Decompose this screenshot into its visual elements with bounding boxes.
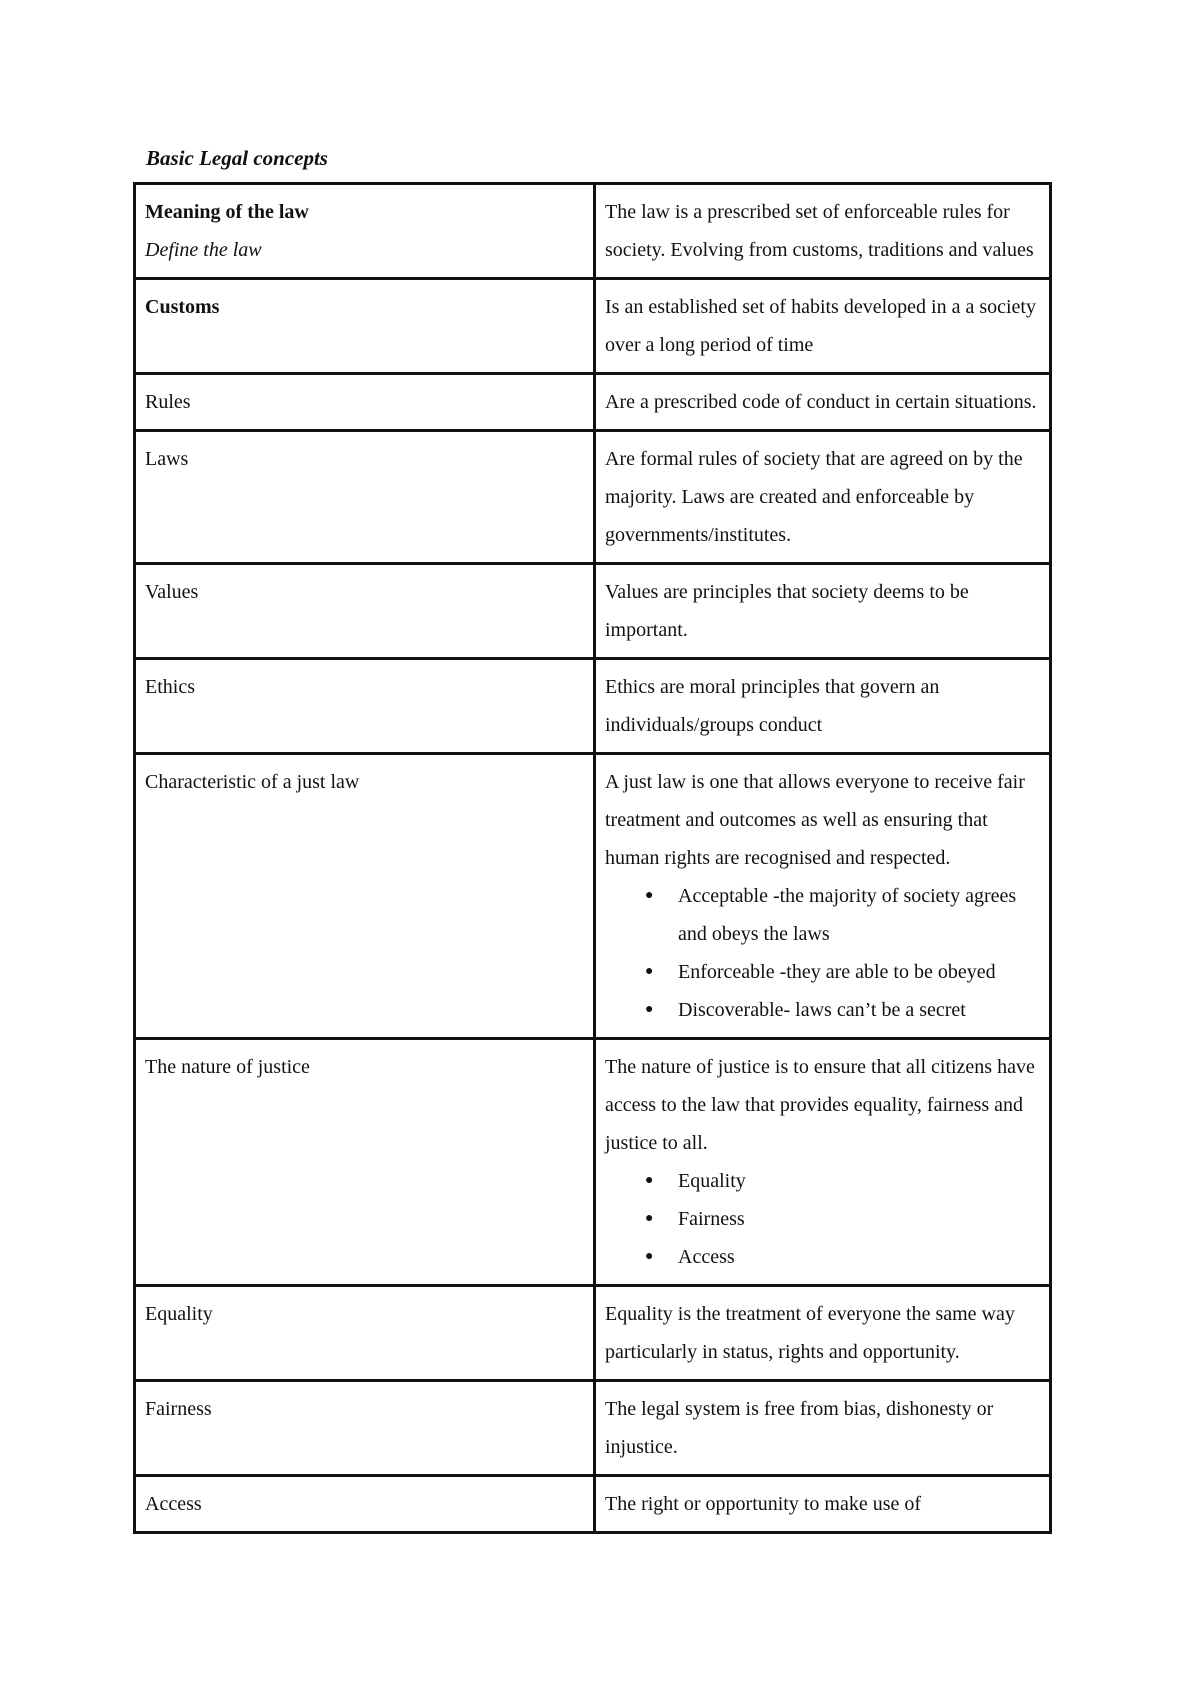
- term-label: Access: [145, 1493, 202, 1515]
- term-cell: [135, 1476, 595, 1533]
- table-row: [135, 564, 1051, 659]
- table-body: [135, 184, 1051, 1533]
- definition-text: The nature of justice is to ensure that all citizens have access to the law that provides equality, fairness and justice to all.: [605, 1056, 1035, 1154]
- term-label: Customs: [145, 296, 220, 318]
- bullet-icon: ●: [645, 1002, 654, 1017]
- term-label: Rules: [145, 391, 191, 413]
- definition-text: The law is a prescribed set of enforceable rules for society. Evolving from customs, traditions and values: [605, 201, 1034, 261]
- term-cell: [135, 1039, 595, 1286]
- concepts-table: [133, 182, 1052, 1534]
- table-row: [135, 1381, 1051, 1476]
- table-row: [135, 754, 1051, 1039]
- definition-text: Is an established set of habits developed in a a society over a long period of time: [605, 296, 1036, 356]
- definition-text: Ethics are moral principles that govern an individuals/groups conduct: [605, 676, 940, 736]
- bullet-item: [645, 1238, 1040, 1276]
- table-row: [135, 659, 1051, 754]
- term-cell: [135, 564, 595, 659]
- definition-cell: [595, 754, 1051, 1039]
- definition-text: Are a prescribed code of conduct in certain situations.: [605, 391, 1037, 413]
- term-subtitle: Define the law: [145, 239, 262, 261]
- term-cell: [135, 184, 595, 279]
- term-cell: [135, 1381, 595, 1476]
- definition-cell: [595, 431, 1051, 564]
- term-label: Laws: [145, 448, 189, 470]
- definition-cell: [595, 564, 1051, 659]
- term-label: Equality: [145, 1303, 213, 1325]
- bullet-item: [645, 991, 1040, 1029]
- definition-text: The right or opportunity to make use of: [605, 1493, 922, 1515]
- definition-text: A just law is one that allows everyone to receive fair treatment and outcomes as well as ensuring that human rights are recognised and respected.: [605, 771, 1025, 869]
- term-label: Values: [145, 581, 199, 603]
- term-cell: [135, 754, 595, 1039]
- bullet-item: [645, 953, 1040, 991]
- definition-cell: [595, 1476, 1051, 1533]
- definition-cell: [595, 1381, 1051, 1476]
- term-cell: [135, 431, 595, 564]
- document-title: Basic Legal concepts: [146, 146, 328, 170]
- term-cell: [135, 659, 595, 754]
- table-row: [135, 431, 1051, 564]
- table-row: [135, 1476, 1051, 1533]
- term-cell: [135, 279, 595, 374]
- bullet-text: Access: [678, 1246, 735, 1268]
- bullet-list: [605, 877, 1040, 1029]
- term-label: The nature of justice: [145, 1056, 310, 1078]
- bullet-text: Enforceable -they are able to be obeyed: [678, 961, 996, 983]
- bullet-text: Fairness: [678, 1208, 745, 1230]
- definition-cell: [595, 374, 1051, 431]
- bullet-text: Equality: [678, 1170, 746, 1192]
- term-label: Ethics: [145, 676, 195, 698]
- definition-text: Equality is the treatment of everyone the same way particularly in status, rights and opportunity.: [605, 1303, 1015, 1363]
- bullet-icon: ●: [645, 1249, 654, 1264]
- definition-text: Are formal rules of society that are agreed on by the majority. Laws are created and enforceable by governments/institutes.: [605, 448, 1023, 546]
- bullet-icon: ●: [645, 1211, 654, 1226]
- definition-cell: [595, 1039, 1051, 1286]
- bullet-item: [645, 1162, 1040, 1200]
- bullet-text: Discoverable- laws can’t be a secret: [678, 999, 966, 1021]
- bullet-text: Acceptable -the majority of society agrees and obeys the laws: [678, 885, 1017, 945]
- bullet-icon: ●: [645, 964, 654, 979]
- definition-cell: [595, 1286, 1051, 1381]
- table-row: [135, 1286, 1051, 1381]
- term-cell: [135, 1286, 595, 1381]
- definition-text: The legal system is free from bias, dishonesty or injustice.: [605, 1398, 994, 1458]
- definition-text: Values are principles that society deems to be important.: [605, 581, 969, 641]
- bullet-list: [605, 1162, 1040, 1276]
- term-label: Characteristic of a just law: [145, 771, 360, 793]
- table-row: [135, 1039, 1051, 1286]
- definition-cell: [595, 279, 1051, 374]
- term-label: Meaning of the law: [145, 201, 309, 223]
- term-cell: [135, 374, 595, 431]
- table-row: [135, 374, 1051, 431]
- bullet-item: [645, 877, 1040, 953]
- definition-cell: [595, 184, 1051, 279]
- bullet-item: [645, 1200, 1040, 1238]
- table-row: [135, 279, 1051, 374]
- definition-cell: [595, 659, 1051, 754]
- bullet-icon: ●: [645, 888, 654, 903]
- table-row: [135, 184, 1051, 279]
- bullet-icon: ●: [645, 1173, 654, 1188]
- term-label: Fairness: [145, 1398, 212, 1420]
